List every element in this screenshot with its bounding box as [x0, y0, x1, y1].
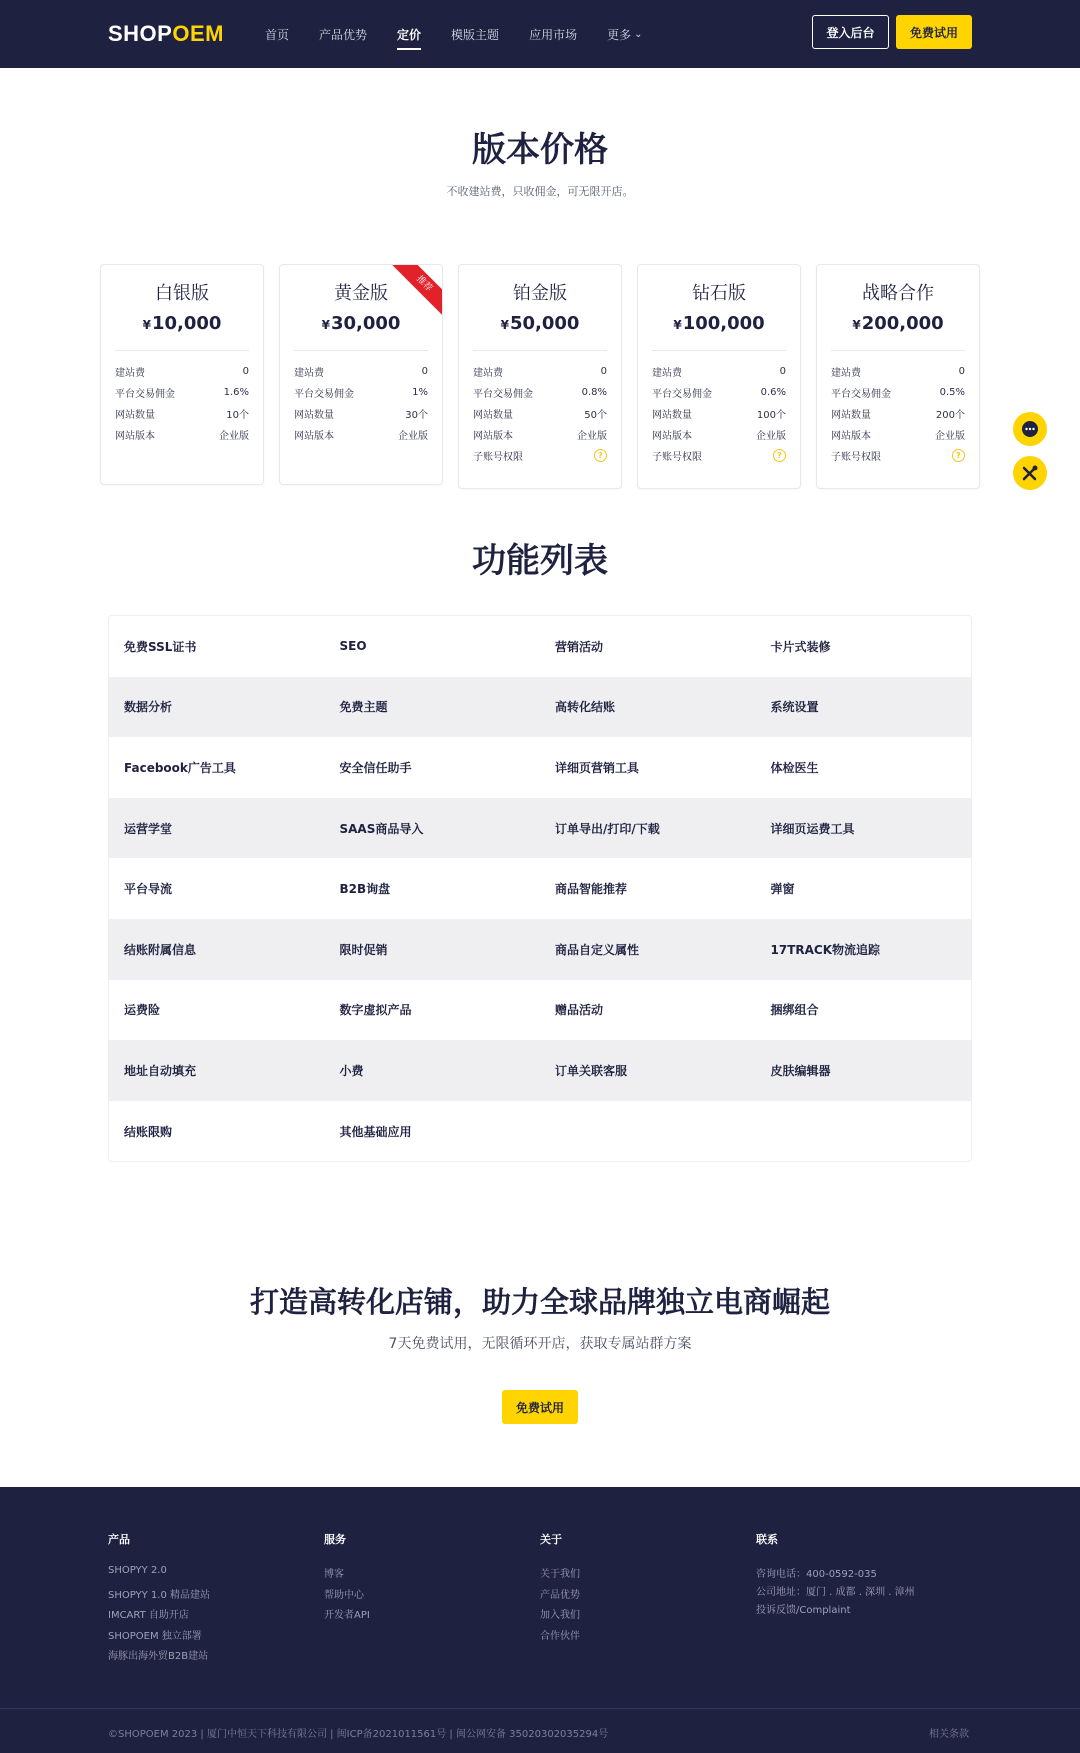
nav-advantages-label: 产品优势	[319, 27, 368, 42]
contact-phone: 咨询电话：400-0592-035	[756, 1569, 877, 1580]
spec-value: 企业版	[756, 431, 786, 442]
complaint-link[interactable]: 投诉反馈/Complaint	[756, 1605, 851, 1616]
spec-label: 平台交易佣金	[831, 389, 891, 400]
footer-col-title: 联系	[756, 1533, 778, 1546]
spec-value: 50个	[584, 410, 607, 421]
cta-free-trial-button[interactable]: 免费试用	[502, 1390, 578, 1424]
spec-value: 企业版	[219, 431, 249, 442]
footer-link[interactable]: 关于我们	[540, 1569, 580, 1580]
footer-col-services	[324, 1531, 370, 1627]
feature-cell: 结账限购	[124, 1124, 173, 1139]
footer-col-title: 关于	[540, 1533, 562, 1546]
plan-price	[817, 313, 979, 334]
spec-label: 平台交易佣金	[294, 389, 354, 400]
spec-value: 0	[242, 366, 249, 377]
nav-more-label: 更多	[607, 27, 632, 42]
spec-value: 0	[779, 366, 786, 377]
plan-spec-row	[280, 424, 442, 445]
feature-cell: SEO	[339, 639, 367, 654]
question-icon[interactable]: ?	[594, 449, 607, 462]
pricing-subtitle: 不收建站费，只收佣金，可无限开店。	[446, 185, 634, 198]
logo-text-b: OEM	[172, 21, 224, 46]
footer-col-about	[540, 1531, 580, 1647]
currency-symbol: ¥	[500, 318, 509, 332]
spec-label: 网站数量	[652, 410, 692, 421]
price-amount: 30,000	[330, 313, 401, 334]
spec-value: 企业版	[577, 431, 607, 442]
spec-label: 建站费	[473, 368, 503, 379]
chat-icon[interactable]	[1013, 412, 1047, 446]
plan-spec-row	[280, 403, 442, 424]
footer-col-title: 产品	[108, 1533, 130, 1546]
feature-cell: 详细页营销工具	[555, 760, 640, 775]
price-amount: 10,000	[151, 313, 222, 334]
plan-spec-row	[101, 403, 263, 424]
spec-value: 1%	[412, 387, 428, 398]
footer-link[interactable]: SHOPOEM 独立部署	[108, 1630, 202, 1642]
feature-cell: 营销活动	[555, 639, 604, 654]
plan-spec-row	[459, 403, 621, 424]
plan-spec-row	[101, 382, 263, 403]
footer-divider	[0, 1708, 1080, 1709]
main-nav	[265, 0, 672, 68]
footer-link[interactable]: 帮助中心	[324, 1589, 364, 1601]
top-header	[0, 0, 1080, 68]
feature-cell: 数据分析	[124, 700, 173, 715]
plan-spec-row	[817, 424, 979, 445]
feature-cell: 商品智能推荐	[555, 882, 628, 897]
footer-link[interactable]: 开发者API	[324, 1610, 370, 1621]
footer-col-contact	[756, 1531, 915, 1619]
plan-name: 战略合作	[862, 283, 934, 304]
nav-pricing-label: 定价	[397, 27, 422, 42]
plan-spec-row	[638, 382, 800, 403]
plan-spec-row	[638, 445, 800, 466]
cta-title: 打造高转化店铺，助力全球品牌独立电商崛起	[249, 1285, 830, 1319]
plan-spec-row	[817, 382, 979, 403]
plan-divider	[294, 350, 428, 351]
recommended-ribbon: 推荐	[389, 264, 443, 319]
spec-value: 企业版	[935, 431, 965, 442]
plan-price	[280, 313, 442, 334]
feature-cell: 平台导流	[124, 882, 173, 897]
feature-cell: 数字虚拟产品	[339, 1003, 412, 1018]
spec-label: 子账号权限	[473, 452, 523, 463]
plan-name: 黄金版	[334, 283, 388, 304]
feature-cell: 赠品活动	[555, 1003, 604, 1018]
pricing-plans	[100, 264, 980, 490]
feature-cell: 限时促销	[339, 942, 388, 957]
plan-price	[459, 313, 621, 334]
plan-divider	[652, 350, 786, 351]
plan-spec-row	[459, 382, 621, 403]
feature-cell: 弹窗	[770, 882, 795, 897]
spec-value: 10个	[226, 410, 249, 421]
plan-card[interactable]	[279, 264, 443, 485]
currency-symbol: ¥	[142, 318, 151, 332]
tools-icon[interactable]	[1013, 456, 1047, 490]
feature-row	[109, 616, 971, 677]
spec-value: 企业版	[398, 431, 428, 442]
spec-label: 网站数量	[294, 410, 334, 421]
currency-symbol: ¥	[852, 318, 861, 332]
plan-spec-row	[280, 361, 442, 382]
spec-value: 200个	[935, 410, 965, 421]
feature-cell: 订单导出/打印/下载	[555, 821, 660, 836]
feature-cell: 免费主题	[339, 700, 388, 715]
features-title: 功能列表	[472, 541, 608, 581]
spec-value: 0	[421, 366, 428, 377]
nav-themes-label: 模版主题	[451, 27, 500, 42]
feature-cell: 安全信任助手	[339, 760, 412, 775]
chevron-down-icon: ⌄	[634, 28, 643, 40]
feature-cell: 运费险	[124, 1003, 161, 1018]
nav-home-label: 首页	[265, 27, 290, 42]
spec-label: 网站数量	[115, 410, 155, 421]
spec-label: 建站费	[115, 368, 145, 379]
nav-pricing[interactable]	[397, 0, 421, 68]
feature-cell: 订单关联客服	[555, 1063, 628, 1078]
feature-row	[109, 677, 971, 738]
plan-spec-row	[280, 382, 442, 403]
spec-label: 网站版本	[831, 431, 871, 442]
spec-label: 网站版本	[652, 431, 692, 442]
feature-cell: 高转化结账	[555, 700, 616, 715]
spec-label: 平台交易佣金	[115, 389, 175, 400]
feature-cell: 卡片式装修	[770, 639, 831, 654]
feature-cell: Facebook广告工具	[124, 760, 236, 775]
feature-cell: 捆绑组合	[770, 1003, 819, 1018]
nav-home[interactable]	[265, 0, 289, 68]
plan-spec-row	[459, 361, 621, 382]
feature-row	[109, 919, 971, 980]
logo-text-a: SHOP	[108, 21, 173, 46]
spec-label: 平台交易佣金	[473, 389, 533, 400]
spec-value: 0.8%	[581, 387, 607, 398]
feature-cell: 皮肤编辑器	[770, 1063, 831, 1078]
login-button[interactable]: 登入后台	[812, 15, 889, 49]
price-amount: 100,000	[682, 313, 765, 334]
plan-card[interactable]	[458, 264, 622, 489]
spec-label: 网站版本	[473, 431, 513, 442]
footer-link[interactable]: IMCART 自助开店	[108, 1610, 189, 1621]
spec-value: 0.5%	[939, 387, 965, 398]
plan-spec-row	[638, 424, 800, 445]
nav-app-market-label: 应用市场	[529, 27, 578, 42]
feature-cell: 其他基础应用	[339, 1124, 412, 1139]
plan-divider	[831, 350, 965, 351]
footer-link[interactable]: 产品优势	[540, 1589, 580, 1601]
features-table	[108, 615, 972, 1162]
spec-value: 0.6%	[760, 387, 786, 398]
nav-advantages[interactable]	[319, 0, 367, 68]
currency-symbol: ¥	[673, 318, 682, 332]
plan-divider	[473, 350, 607, 351]
spec-value: 0	[958, 366, 965, 377]
spec-label: 网站数量	[473, 410, 513, 421]
contact-address: 公司地址：厦门 . 成都 . 深圳 . 漳州	[756, 1587, 915, 1598]
feature-row	[109, 980, 971, 1041]
spec-label: 子账号权限	[831, 452, 881, 463]
footer-col-products	[108, 1531, 210, 1668]
spec-value: 30个	[405, 410, 428, 421]
plan-price	[101, 313, 263, 334]
footer-link[interactable]: 加入我们	[540, 1610, 580, 1621]
feature-cell: 商品自定义属性	[555, 942, 640, 957]
plan-spec-row	[817, 445, 979, 466]
feature-cell: 运营学堂	[124, 821, 173, 836]
footer	[0, 1487, 1080, 1753]
spec-label: 平台交易佣金	[652, 389, 712, 400]
feature-cell: B2B询盘	[339, 882, 391, 897]
price-amount: 200,000	[861, 313, 944, 334]
spec-label: 建站费	[294, 368, 324, 379]
plan-name: 白银版	[155, 283, 209, 304]
plan-spec-row	[459, 424, 621, 445]
footer-link[interactable]: 合作伙伴	[540, 1630, 580, 1642]
shopoem-logo[interactable]	[108, 20, 224, 48]
plan-spec-row	[101, 361, 263, 382]
spec-value: 1.6%	[223, 387, 249, 398]
plan-card[interactable]	[816, 264, 980, 489]
question-icon[interactable]: ?	[773, 449, 786, 462]
footer-link[interactable]: SHOPYY 2.0	[108, 1565, 167, 1576]
cta-subtitle: 7天免费试用，无限循环开店，获取专属站群方案	[388, 1336, 692, 1352]
spec-label: 子账号权限	[652, 452, 702, 463]
free-trial-button[interactable]: 免费试用	[896, 15, 972, 49]
footer-link[interactable]: 博客	[324, 1569, 344, 1580]
plan-price	[638, 313, 800, 334]
feature-row	[109, 1040, 971, 1101]
footer-link[interactable]: SHOPYY 1.0 精品建站	[108, 1589, 211, 1601]
copyright-text: ©SHOPOEM 2023 | 厦门中恒天下科技有限公司 | 闽ICP备2021011561号 | 闽公网安备 35020302035294号	[108, 1729, 609, 1740]
pricing-title: 版本价格	[472, 130, 608, 170]
plan-name: 钻石版	[692, 283, 746, 304]
feature-cell: 17TRACK物流追踪	[770, 942, 881, 957]
spec-value: 100个	[756, 410, 786, 421]
feature-cell: SAAS商品导入	[339, 821, 424, 836]
feature-cell: 详细页运费工具	[770, 821, 855, 836]
nav-app-market[interactable]	[529, 0, 577, 68]
plan-spec-row	[638, 361, 800, 382]
plan-card[interactable]	[100, 264, 264, 485]
spec-label: 建站费	[652, 368, 682, 379]
plan-spec-row	[101, 424, 263, 445]
spec-label: 建站费	[831, 368, 861, 379]
spec-label: 网站版本	[294, 431, 334, 442]
footer-link[interactable]: 海豚出海外贸B2B建站	[108, 1651, 209, 1662]
nav-more[interactable]	[607, 0, 642, 68]
spec-label: 网站版本	[115, 431, 155, 442]
plan-spec-row	[638, 403, 800, 424]
plan-name: 铂金版	[513, 283, 567, 304]
feature-row	[109, 798, 971, 859]
feature-cell: 结账附属信息	[124, 942, 197, 957]
plan-spec-row	[817, 403, 979, 424]
plan-card[interactable]	[637, 264, 801, 489]
spec-value: 0	[600, 366, 607, 377]
price-amount: 50,000	[509, 313, 580, 334]
feature-row	[109, 1101, 971, 1162]
feature-cell: 体检医生	[770, 760, 819, 775]
footer-col-title: 服务	[324, 1533, 346, 1546]
plan-divider	[115, 350, 249, 351]
feature-cell: 地址自动填充	[124, 1063, 197, 1078]
spec-label: 网站数量	[831, 410, 871, 421]
plan-spec-row	[459, 445, 621, 466]
terms-link[interactable]: 相关条款	[929, 1729, 969, 1740]
feature-cell: 小费	[339, 1063, 364, 1078]
feature-cell: 免费SSL证书	[124, 639, 197, 654]
currency-symbol: ¥	[321, 318, 330, 332]
feature-cell: 系统设置	[770, 700, 819, 715]
question-icon[interactable]: ?	[952, 449, 965, 462]
feature-row	[109, 737, 971, 798]
plan-spec-row	[817, 361, 979, 382]
nav-themes[interactable]	[451, 0, 499, 68]
feature-row	[109, 858, 971, 919]
